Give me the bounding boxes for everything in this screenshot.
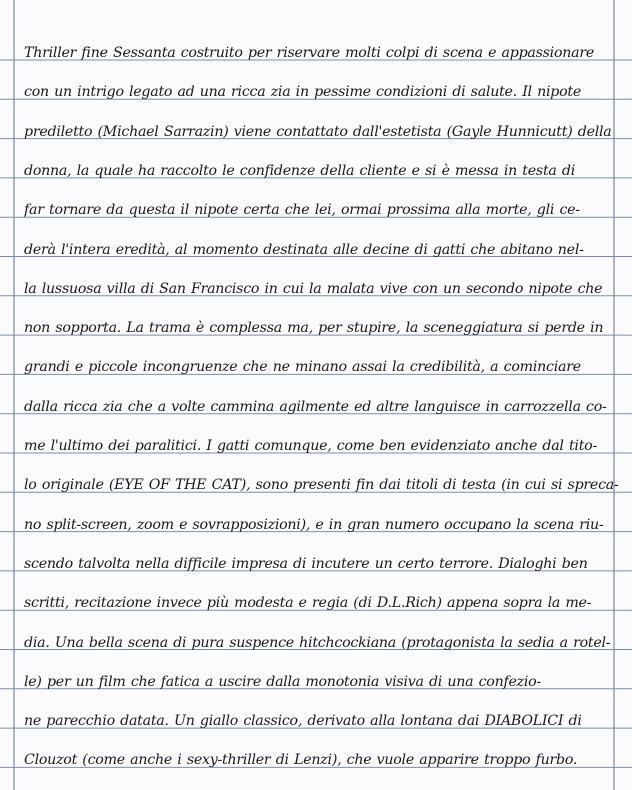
text-line: Thriller fine Sessanta costruito per riservare molti colpi di scena e appassionare: [24, 45, 595, 61]
text-line: ne parecchio datata. Un giallo classico, derivato alla lontana dai DIABOLICI di: [24, 713, 582, 730]
text-line: donna, la quale ha raccolto le confidenze della cliente e si è messa in testa di: [24, 162, 575, 179]
text-line: dalla ricca zia che a volte cammina agilmente ed altre languisce in carrozzella co-: [24, 398, 607, 415]
text-line: lo originale (EYE OF THE CAT), sono presenti fin dai titoli di testa (in cui si spreca-: [24, 477, 619, 494]
text-line: non sopporta. La trama è complessa ma, per stupire, la sceneggiatura si perde in: [24, 320, 604, 337]
text-line: le) per un film che fatica a uscire dalla monotonia visiva di una confezio-: [24, 673, 541, 690]
text-line: me l'ultimo dei paralitici. I gatti comunque, come ben evidenziato anche dal tito-: [24, 438, 598, 454]
text-line: derà l'intera eredità, al momento destinata alle decine di gatti che abitano nel-: [24, 241, 584, 258]
text-line: far tornare da questa il nipote certa che lei, ormai prossima alla morte, gli ce-: [24, 202, 580, 219]
text-line: con un intrigo legato ad una ricca zia in pessime condizioni di salute. Il nipote: [24, 84, 581, 101]
text-line: la lussuosa villa di San Francisco in cui la malata vive con un secondo nipote che: [24, 280, 603, 297]
text-line: scritti, recitazione invece più modesta e regia (di D.L.Rich) appena sopra la me-: [24, 595, 592, 612]
text-line: grandi e piccole incongruenze che ne minano assai la credibilità, a cominciare: [24, 359, 581, 376]
text-line: dia. Una bella scena di pura suspence hitchcockiana (protagonista la sedia a rotel-: [24, 634, 611, 651]
text-line: prediletto (Michael Sarrazin) viene contattato dall'estetista (Gayle Hunnicutt) della: [24, 123, 612, 140]
text-line: scendo talvolta nella difficile impresa di incutere un certo terrore. Dialoghi ben: [24, 555, 588, 572]
text-line: Clouzot (come anche i sexy-thriller di Lenzi), che vuole apparire troppo furbo.: [24, 752, 578, 769]
text-line: no split-screen, zoom e sovrapposizioni), e in gran numero occupano la scena riu-: [24, 516, 604, 533]
